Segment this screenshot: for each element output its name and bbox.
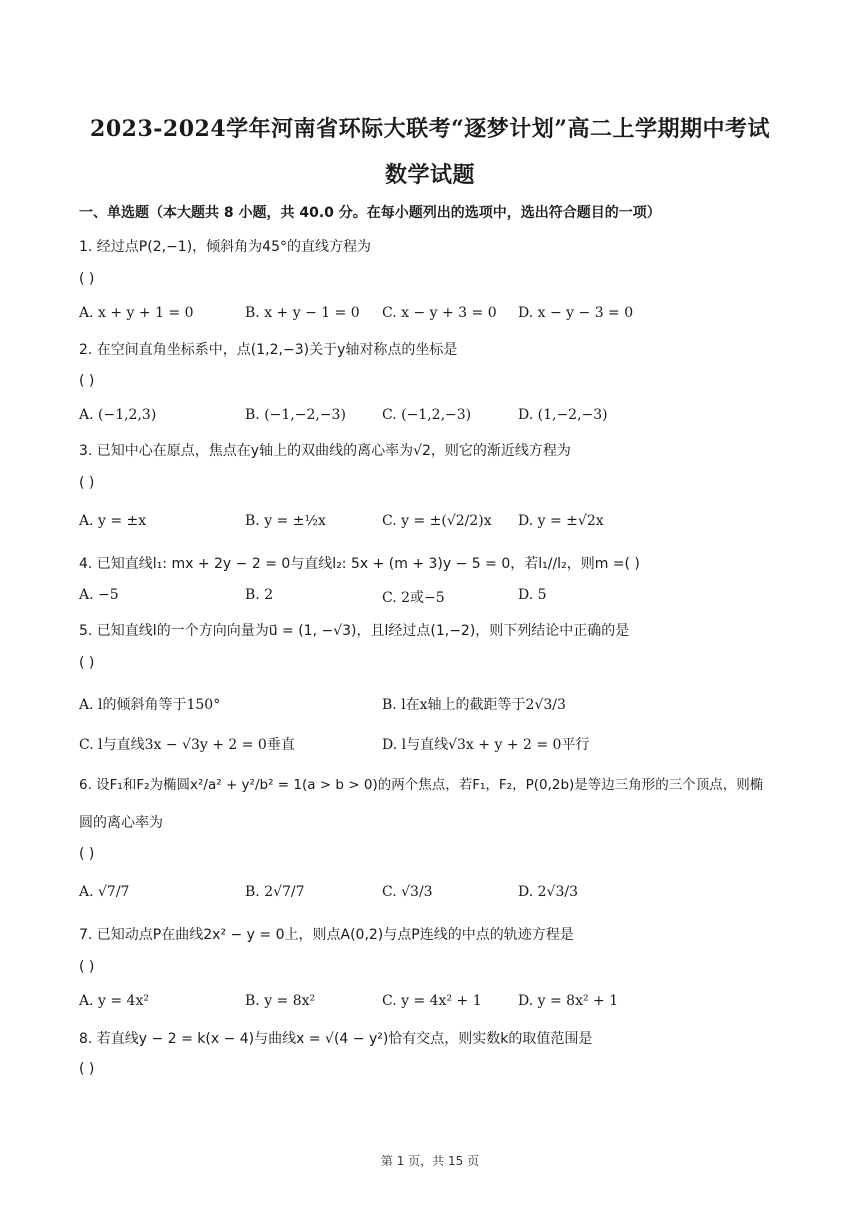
- question-7-stem: 7. 已知动点P在曲线2x² − y = 0上，则点A(0,2)与点P连线的中点的轨迹方程是: [79, 927, 574, 943]
- option-b: B. y = ±½x: [245, 513, 326, 529]
- answer-paren: ( ): [79, 846, 95, 862]
- option-c: C. (−1,2,−3): [382, 407, 472, 423]
- option-d: D. 5: [518, 587, 547, 603]
- option-a: A. y = ±x: [79, 513, 147, 529]
- question-3-stem: 3. 已知中心在原点，焦点在y轴上的双曲线的离心率为√2，则它的渐近线方程为: [79, 443, 571, 459]
- option-b: B. x + y − 1 = 0: [245, 305, 360, 321]
- option-d: D. y = 8x² + 1: [518, 993, 619, 1009]
- section-heading: 一、单选题（本大题共 8 小题，共 40.0 分。在每小题列出的选项中，选出符合题目的一项）: [79, 205, 661, 221]
- option-b: B. l在x轴上的截距等于2√3/3: [382, 697, 566, 713]
- option-c: C. y = 4x² + 1: [382, 993, 482, 1009]
- option-d: D. y = ±√2x: [518, 513, 604, 529]
- question-6-stem: 6. 设F₁和F₂为椭圆x²/a² + y²/b² = 1(a > b > 0)的两个焦点，若F₁，F₂，P(0,2b)是等边三角形的三个顶点，则椭: [79, 777, 764, 793]
- question-4-stem: 4. 已知直线l₁: mx + 2y − 2 = 0与直线l₂: 5x + (m + 3)y − 5 = 0，若l₁//l₂，则m =( ): [79, 556, 640, 572]
- question-6-stem-continued: 圆的离心率为: [79, 815, 163, 831]
- page-footer: 第 1 页，共 15 页: [380, 1154, 480, 1168]
- answer-paren: ( ): [79, 959, 95, 975]
- answer-paren: ( ): [79, 475, 95, 491]
- option-c: C. l与直线3x − √3y + 2 = 0垂直: [79, 737, 295, 753]
- option-b: B. y = 8x²: [245, 993, 316, 1009]
- option-a: A. y = 4x²: [79, 993, 149, 1009]
- option-b: B. (−1,−2,−3): [245, 407, 346, 423]
- page-title: 2023-2024学年河南省环际大联考“逐梦计划”高二上学期期中考试: [90, 116, 770, 142]
- answer-paren: ( ): [79, 1061, 95, 1077]
- option-c: C. √3/3: [382, 884, 433, 900]
- question-5-stem: 5. 已知直线l的一个方向向量为u⃗ = (1, −√3)，且l经过点(1,−2)，则下列结论中正确的是: [79, 623, 630, 639]
- option-a: A. x + y + 1 = 0: [79, 305, 194, 321]
- option-b: B. 2: [245, 587, 274, 603]
- option-a: A. √7/7: [79, 884, 130, 900]
- question-1-stem: 1. 经过点P(2,−1)，倾斜角为45°的直线方程为: [79, 239, 371, 255]
- page-subtitle: 数学试题: [384, 162, 475, 188]
- answer-paren: ( ): [79, 655, 95, 671]
- option-d: D. l与直线√3x + y + 2 = 0平行: [382, 737, 590, 753]
- option-a: A. (−1,2,3): [79, 407, 157, 423]
- answer-paren: ( ): [79, 271, 95, 287]
- option-d: D. 2√3/3: [518, 884, 578, 900]
- question-2-stem: 2. 在空间直角坐标系中，点(1,2,−3)关于y轴对称点的坐标是: [79, 342, 458, 358]
- option-c: C. 2或−5: [382, 590, 445, 606]
- option-c: C. y = ±(√2/2)x: [382, 513, 492, 529]
- option-d: D. x − y − 3 = 0: [518, 305, 634, 321]
- option-a: A. l的倾斜角等于150°: [79, 697, 221, 713]
- option-a: A. −5: [79, 587, 119, 603]
- option-b: B. 2√7/7: [245, 884, 305, 900]
- option-c: C. x − y + 3 = 0: [382, 305, 497, 321]
- question-8-stem: 8. 若直线y − 2 = k(x − 4)与曲线x = √(4 − y²)恰有交点，则实数k的取值范围是: [79, 1031, 593, 1047]
- answer-paren: ( ): [79, 373, 95, 389]
- option-d: D. (1,−2,−3): [518, 407, 608, 423]
